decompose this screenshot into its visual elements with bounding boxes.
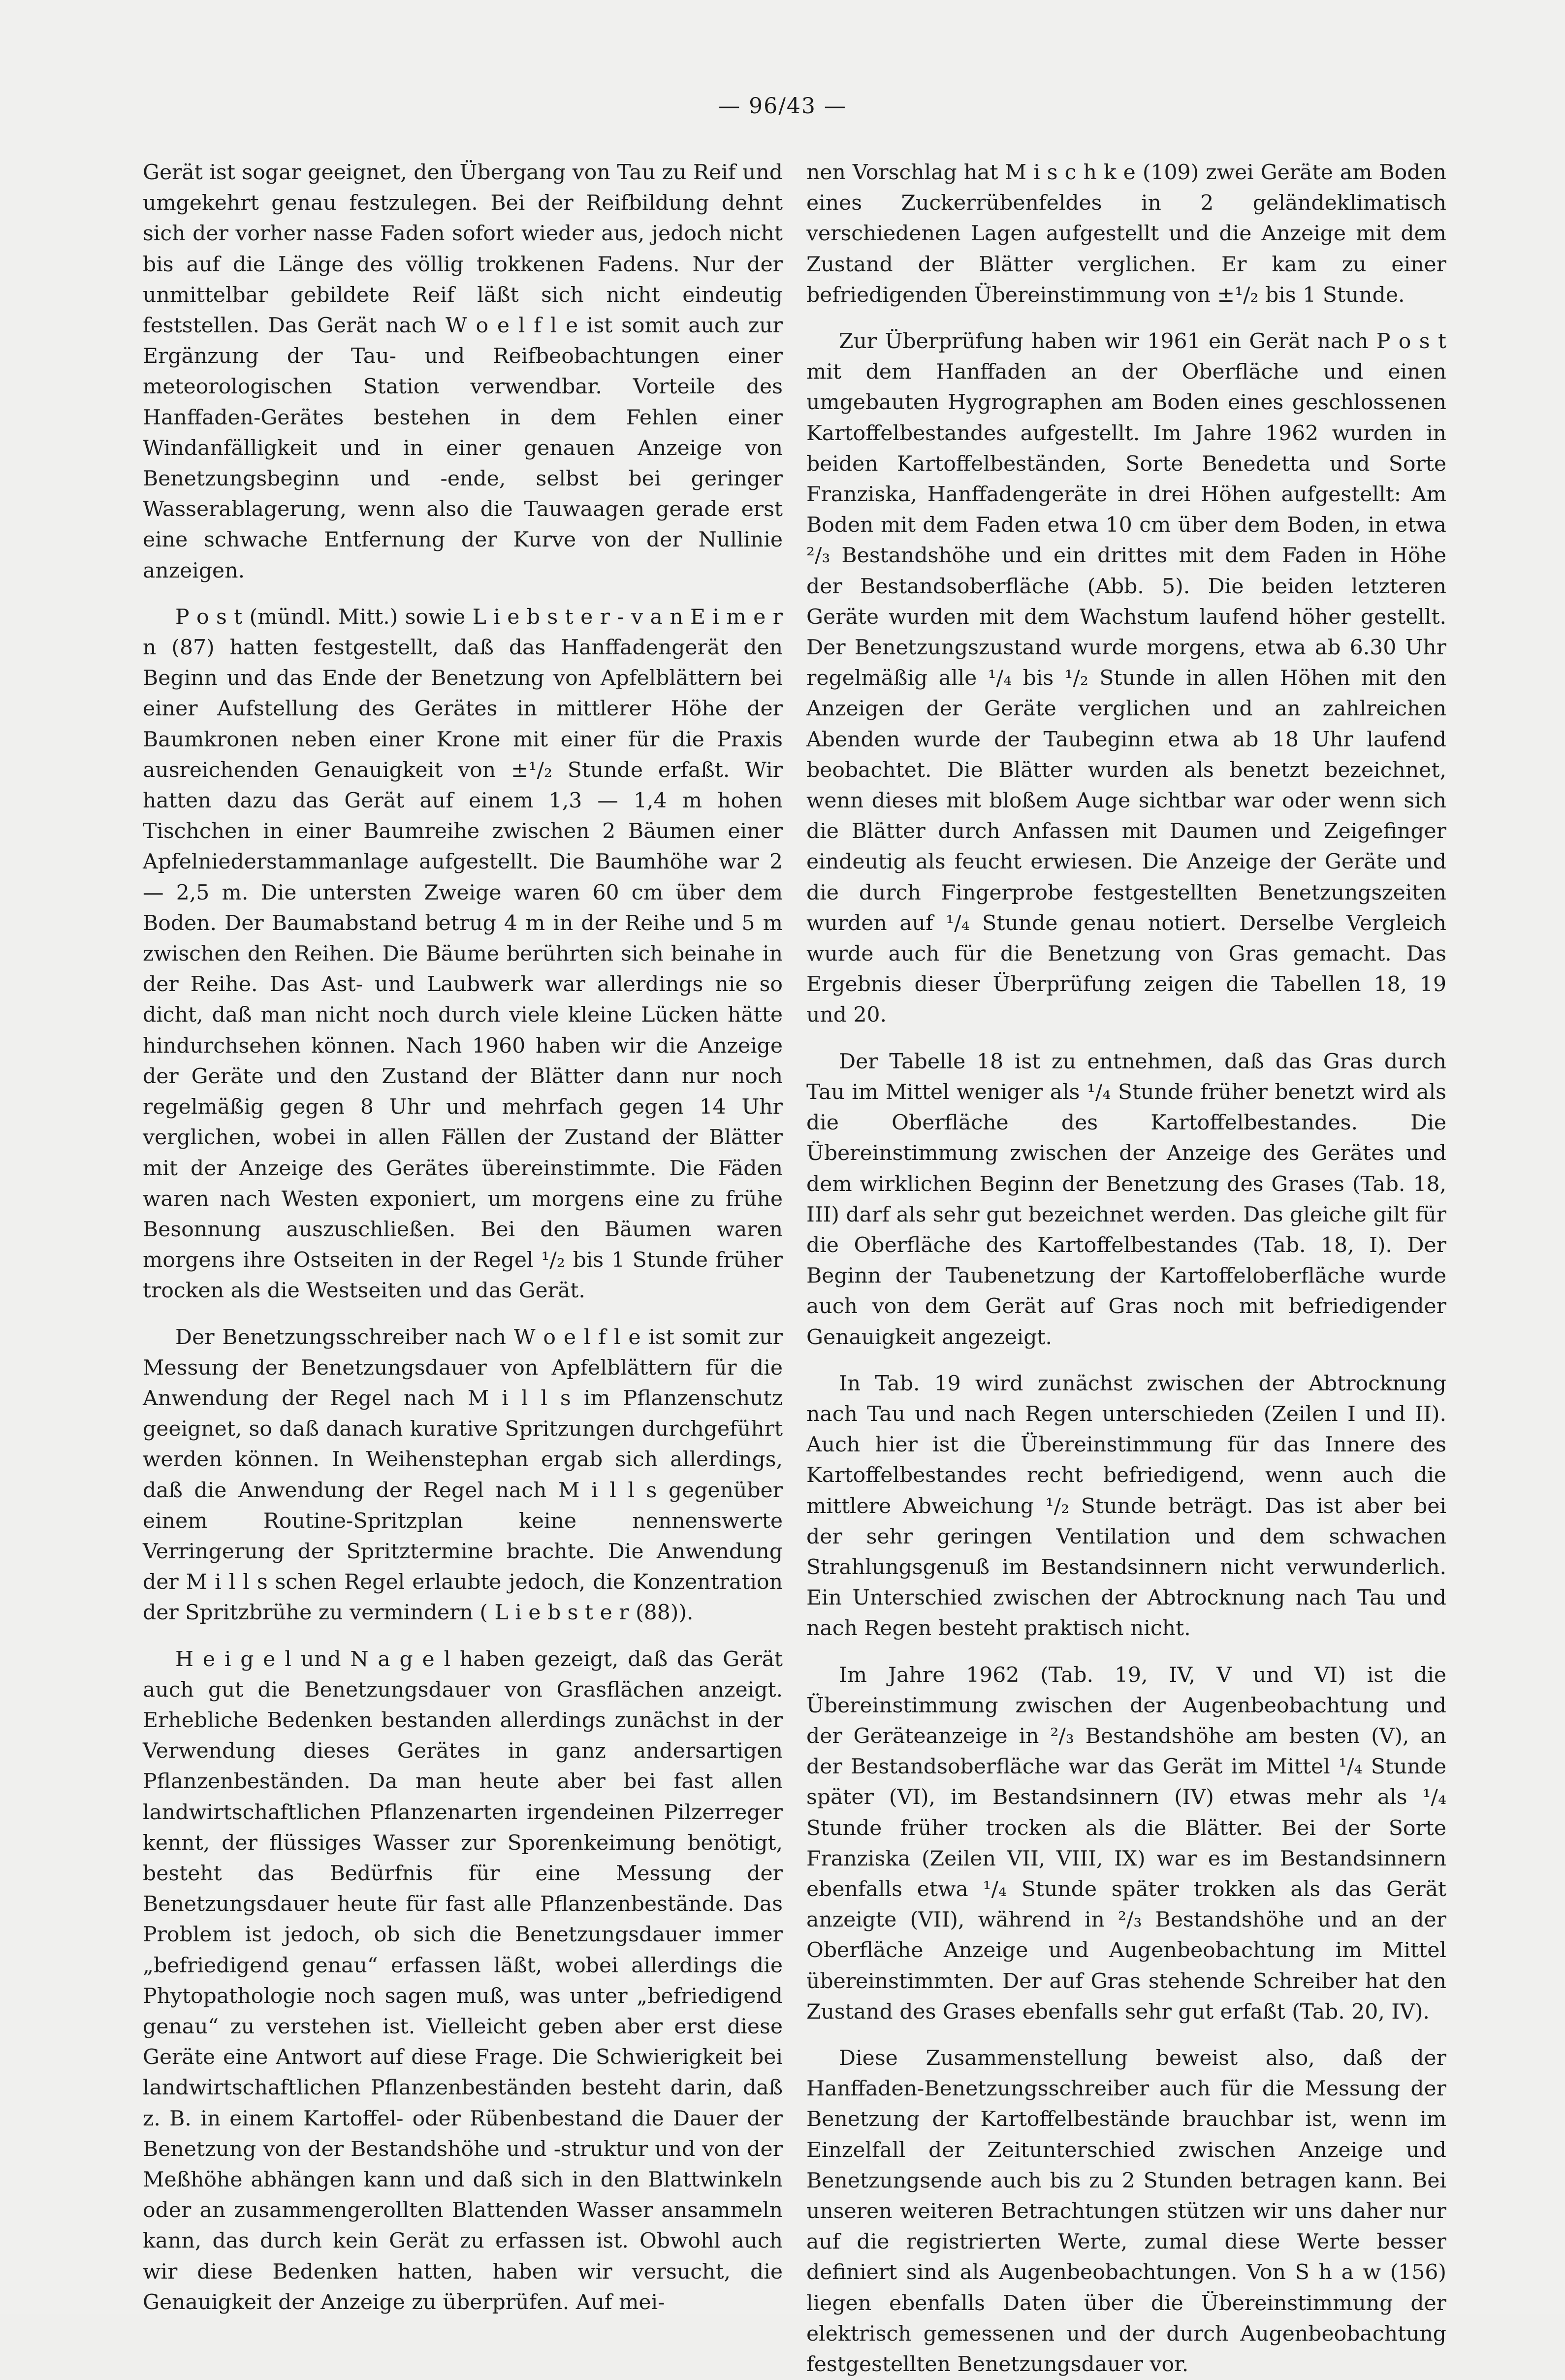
paragraph: H e i g e l und N a g e l haben gezeigt, daß das Gerät auch gut die Benetzungsdauer von Grasflächen anzeigt. Erhebliche Bedenken bestanden allerdings zunächst in der Verwendung dieses Gerätes in ganz andersartigen Pflanzenbeständen. Da man heute aber bei fast allen landwirtschaftlichen Pflanzenarten irgendeinen Pilzerreger kennt, der flüssiges Wasser zur Sporenkeimung benötigt, besteht das Bedürfnis für eine Messung der Benetzungsdauer heute für fast alle Pflanzenbestände. Das Problem ist jedoch, ob sich die Benetzungsdauer immer „befriedigend genau“ erfassen läßt, wobei allerdings die Phytopathologie noch sagen muß, was unter „befriedigend genau“ zu verstehen ist. Vielleicht geben aber erst diese Geräte eine Antwort auf diese Frage. Die Schwierigkeit bei landwirtschaftlichen Pflanzenbeständen besteht darin, daß z. B. in einem Kartoffel- oder Rübenbestand die Dauer der Benetzung von der Bestandshöhe und -struktur und von der Meßhöhe abhängen kann und daß sich in den Blattwinkeln oder an zusammengerollten Blattenden Wasser ansammeln kann, das durch kein Gerät zu erfassen ist. Obwohl auch wir diese Bedenken hatten, haben wir versucht, die Genauigkeit der Anzeige zu überprüfen. Auf mei- [143,1647,783,2315]
left-text-column [143,158,783,2318]
paragraph: P o s t (mündl. Mitt.) sowie L i e b s t e r - v a n E i m e r n (87) hatten festgestellt, daß das Hanffadengerät den Beginn und das Ende der Benetzung von Apfelblättern bei einer Aufstellung des Gerätes in mittlerer Höhe der Baumkronen neben einer Krone mit einer für die Praxis ausreichenden Genauigkeit von ±¹/₂ Stunde erfaßt. Wir hatten dazu das Gerät auf einem 1,3 — 1,4 m hohen Tischchen in einer Baumreihe zwischen 2 Bäumen einer Apfelniederstammanlage aufgestellt. Die Baumhöhe war 2 — 2,5 m. Die untersten Zweige waren 60 cm über dem Boden. Der Baumabstand betrug 4 m in der Reihe und 5 m zwischen den Reihen. Die Bäume berührten sich beinahe in der Reihe. Das Ast- und Laubwerk war allerdings nie so dicht, daß man nicht noch durch viele kleine Lücken hätte hindurchsehen können. Nach 1960 haben wir die Anzeige der Geräte und den Zustand der Blätter dann nur noch regelmäßig gegen 8 Uhr und mehrfach gegen 14 Uhr verglichen, wobei in allen Fällen der Zustand der Blätter mit der Anzeige des Gerätes übereinstimmte. Die Fäden waren nach Westen exponiert, um morgens eine zu frühe Besonnung auszuschließen. Bei den Bäumen waren morgens ihre Ostseiten in der Regel ¹/₂ bis 1 Stunde früher trocken als die Westseiten und das Gerät. [143,605,783,1303]
paragraph: nen Vorschlag hat M i s c h k e (109) zwei Geräte am Boden eines Zuckerrübenfeldes in 2 geländeklimatisch verschiedenen Lagen aufgestellt und die Anzeige mit dem Zustand der Blätter verglichen. Er kam zu einer befriedigenden Übereinstimmung von ±¹/₂ bis 1 Stunde. [806,161,1446,307]
page-number: — 96/43 — [718,94,847,119]
paragraph: Gerät ist sogar geeignet, den Übergang von Tau zu Reif und umgekehrt genau festzulegen. Bei der Reifbildung dehnt sich der vorher nasse Faden sofort wieder aus, jedoch nicht bis auf die Länge des völlig trokkenen Fadens. Nur der unmittelbar gebildete Reif läßt sich nicht eindeutig feststellen. Das Gerät nach W o e l f l e ist somit auch zur Ergänzung der Tau- und Reifbeobachtungen einer meteorologischen Station verwendbar. Vorteile des Hanffaden-Gerätes bestehen in dem Fehlen einer Windanfälligkeit und in einer genauen Anzeige von Benetzungsbeginn und -ende, selbst bei geringer Wasserablagerung, wenn also die Tauwaagen gerade erst eine schwache Entfernung der Kurve von der Nullinie anzeigen. [143,161,783,583]
paragraph: Der Benetzungsschreiber nach W o e l f l e ist somit zur Messung der Benetzungsdauer von Apfelblättern für die Anwendung der Regel nach M i l l s im Pflanzenschutz geeignet, so daß danach kurative Spritzungen durchgeführt werden können. In Weihenstephan ergab sich allerdings, daß die Anwendung der Regel nach M i l l s gegenüber einem Routine-Spritzplan keine nennenswerte Verringerung der Spritztermine brachte. Die Anwendung der M i l l s schen Regel erlaubte jedoch, die Konzentration der Spritzbrühe zu vermindern ( L i e b s t e r (88)). [143,1325,783,1625]
paragraph: Zur Überprüfung haben wir 1961 ein Gerät nach P o s t mit dem Hanffaden an der Oberfläche und einen umgebauten Hygrographen am Boden eines geschlossenen Kartoffelbestandes aufgestellt. Im Jahre 1962 wurden in beiden Kartoffelbeständen, Sorte Benedetta und Sorte Franziska, Hanffadengeräte in drei Höhen aufgestellt: Am Boden mit dem Faden etwa 10 cm über dem Boden, in etwa ²/₃ Bestandshöhe und ein drittes mit dem Faden in Höhe der Bestandsoberfläche (Abb. 5). Die beiden letzteren Geräte wurden mit dem Wachstum laufend höher gestellt. Der Benetzungszustand wurde morgens, etwa ab 6.30 Uhr regelmäßig alle ¹/₄ bis ¹/₂ Stunde in allen Höhen mit den Anzeigen der Geräte verglichen und an zahlreichen Abenden wurde der Taubeginn etwa ab 18 Uhr laufend beobachtet. Die Blätter wurden als benetzt bezeichnet, wenn dieses mit bloßem Auge sichtbar war oder wenn sich die Blätter durch Anfassen mit Daumen und Zeigefinger eindeutig als feucht erwiesen. Die Anzeige der Geräte und die durch Fingerprobe festgestellten Benetzungszeiten wurden auf ¹/₄ Stunde genau notiert. Derselbe Vergleich wurde auch für die Benetzung von Gras gemacht. Das Ergebnis dieser Überprüfung zeigen die Tabellen 18, 19 und 20. [806,329,1446,1028]
paragraph: Im Jahre 1962 (Tab. 19, IV, V und VI) ist die Übereinstimmung zwischen der Augenbeobachtung und der Geräteanzeige in ²/₃ Bestandshöhe am besten (V), an der Bestandsoberfläche war das Gerät im Mittel ¹/₄ Stunde später (VI), im Bestandsinnern (IV) etwas mehr als ¹/₄ Stunde früher trocken als die Blätter. Bei der Sorte Franziska (Zeilen VII, VIII, IX) war es im Bestandsinnern ebenfalls etwa ¹/₄ Stunde später trokken als das Gerät anzeigte (VII), während in ²/₃ Bestandshöhe und an der Oberfläche Anzeige und Augenbeobachtung im Mittel übereinstimmten. Der auf Gras stehende Schreiber hat den Zustand des Grases ebenfalls sehr gut erfaßt (Tab. 20, IV). [806,1663,1446,2024]
paragraph: Der Tabelle 18 ist zu entnehmen, daß das Gras durch Tau im Mittel weniger als ¹/₄ Stunde früher benetzt wird als die Oberfläche des Kartoffelbestandes. Die Übereinstimmung zwischen der Anzeige des Gerätes und dem wirklichen Beginn der Benetzung des Grases (Tab. 18, III) darf als sehr gut bezeichnet werden. Das gleiche gilt für die Oberfläche des Kartoffelbestandes (Tab. 18, I). Der Beginn der Taubenetzung der Kartoffeloberfläche wurde auch von dem Gerät auf Gras noch mit befriedigender Genauigkeit angezeigt. [806,1049,1446,1350]
paragraph: Diese Zusammenstellung beweist also, daß der Hanffaden-Benetzungsschreiber auch für die Messung der Benetzung der Kartoffelbestände brauchbar ist, wenn im Einzelfall der Zeitunterschied zwischen Anzeige und Benetzungsende auch bis zu 2 Stunden betragen kann. Bei unseren weiteren Betrachtungen stützen wir uns daher nur auf die registrierten Werte, zumal diese Werte besser definiert sind als Augenbeobachtungen. Von S h a w (156) liegen ebenfalls Daten über die Übereinstimmung der elektrisch gemessenen und der durch Augenbeobachtung festgestellten Benetzungsdauer vor. [806,2046,1446,2377]
paragraph: In Tab. 19 wird zunächst zwischen der Abtrocknung nach Tau und nach Regen unterschieden (Zeilen I und II). Auch hier ist die Übereinstimmung für das Innere des Kartoffelbestandes recht befriedigend, wenn auch die mittlere Abweichung ¹/₂ Stunde beträgt. Das ist aber bei der sehr geringen Ventilation und dem schwachen Strahlungsgenuß im Bestandsinnern nicht verwunderlich. Ein Unterschied zwischen der Abtrocknung nach Tau und nach Regen besteht praktisch nicht. [806,1371,1446,1641]
right-text-column [806,158,1446,2380]
